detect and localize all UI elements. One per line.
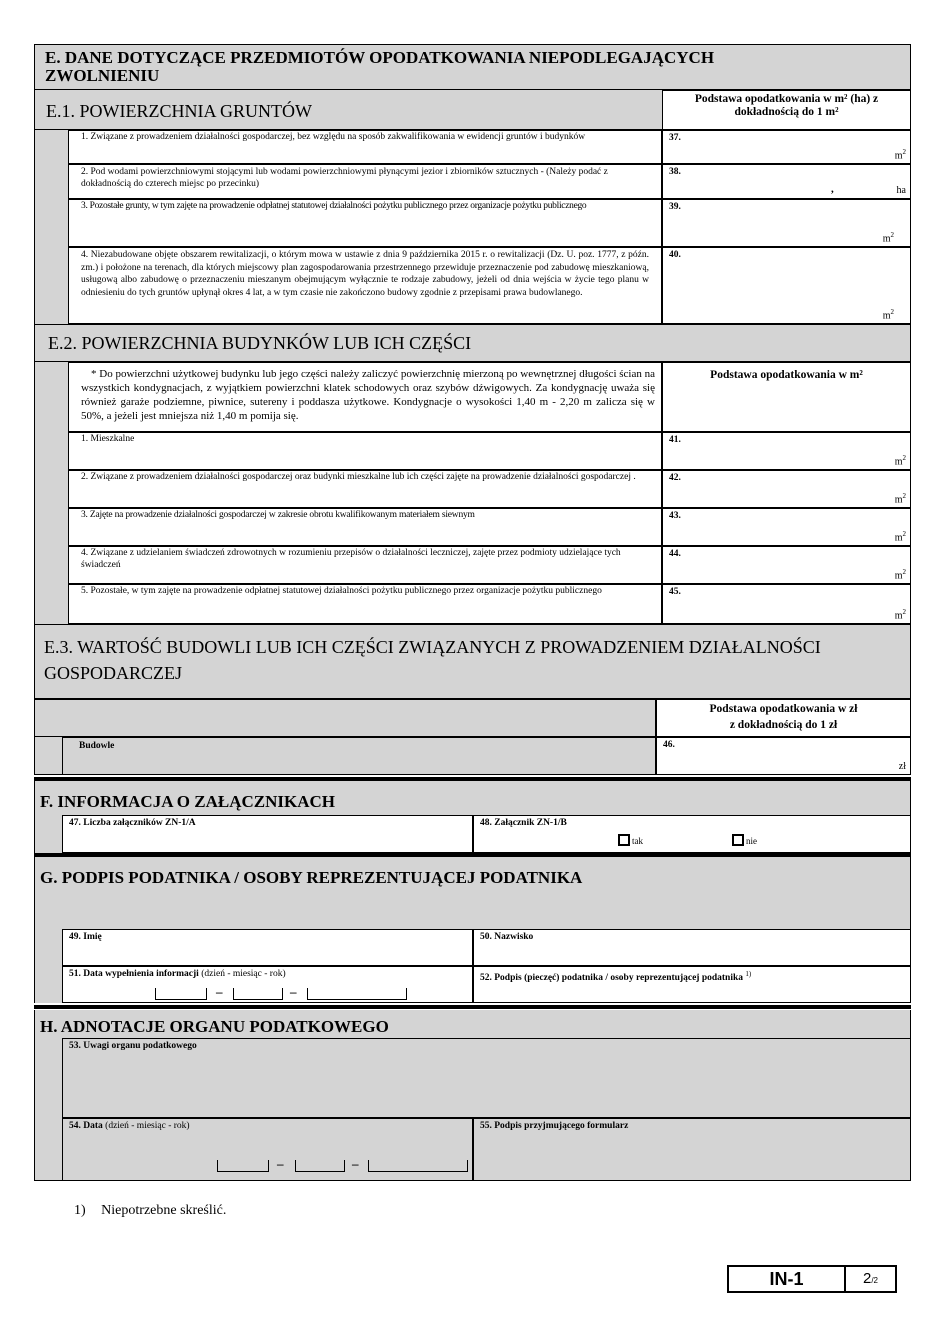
page-number <box>846 1270 895 1287</box>
date-51-day[interactable] <box>155 988 207 1000</box>
page-current: 2 <box>862 1270 872 1287</box>
e3-title: E.3. WARTOŚĆ BUDOWLI LUB ICH CZĘŚCI ZWIĄZANYCH Z PROWADZENIEM DZIAŁALNOŚCI GOSPODARCZEJ <box>44 637 821 683</box>
date-54-month[interactable] <box>295 1160 345 1172</box>
field-49[interactable] <box>62 929 473 966</box>
field-50[interactable] <box>473 929 911 966</box>
field-41-unit: $m^2$ <box>894 453 906 467</box>
date-51-year[interactable] <box>307 988 407 1000</box>
field-40[interactable] <box>662 247 911 324</box>
checkbox-nie-label: nie <box>746 836 757 846</box>
field-44[interactable] <box>662 546 911 584</box>
e2-column-header: Podstawa opodatkowania w m² <box>662 362 911 432</box>
date-54-sep-2: – <box>352 1156 359 1171</box>
field-47[interactable] <box>62 815 473 853</box>
divider-g-h <box>34 1005 911 1009</box>
e1-row-2 <box>68 164 662 199</box>
field-54-label-bold: 54. Data <box>69 1121 103 1131</box>
field-46[interactable] <box>656 737 911 775</box>
e2-row-5-text: 5. Pozostałe, w tym zajęte na prowadzenie odpłatnej statutowej działalności pożytku publicznego przez organizacje pożytku publicznego <box>81 586 602 596</box>
field-52-label <box>480 969 751 984</box>
field-55-label: 55. Podpis przyjmującego formularz <box>480 1121 629 1131</box>
e2-note: * Do powierzchni użytkowej budynku lub jego części należy zaliczyć powierzchnię mierzoną po wewnętrznej długości ścian na wszystkich kondygnacjach, z wyjątkiem powierzchni klatek schodowych oraz szybów dźwigowych. Za kondygnację uważa się również garaże podziemne, piwnice, sutereny i poddasza użytkowe. Kondygnacje o wysokości 1,40 m - 2,20 m zalicza się w 50%, a jeżeli jest mniejsza niż 1,40 m pomija się. <box>81 368 655 422</box>
e3-column-header-line-2: z dokładnością do 1 zł <box>729 719 838 731</box>
field-51[interactable] <box>62 966 473 1003</box>
footnote <box>74 1203 226 1219</box>
section-g-title: G. PODPIS PODATNIKA / OSOBY REPREZENTUJĄCEJ PODATNIKA <box>40 868 583 887</box>
e2-indent <box>34 362 68 624</box>
section-h-title: H. ADNOTACJE ORGANU PODATKOWEGO <box>40 1017 389 1036</box>
e1-row-3 <box>68 199 662 247</box>
field-52-label-text: 52. Podpis (pieczęć) podatnika / osoby reprezentującej podatnika <box>480 973 744 984</box>
field-54-label-rest: (dzień - miesiąc - rok) <box>102 1121 190 1131</box>
e1-row-1-text: 1. Związane z prowadzeniem działalności gospodarczej, bez względu na sposób zakwalifikowania w ewidencji gruntów i budynków <box>81 132 586 142</box>
e3-column-header <box>656 699 911 737</box>
field-38[interactable] <box>662 164 911 199</box>
date-54-year[interactable] <box>368 1160 468 1172</box>
field-47-label: 47. Liczba załączników ZN-1/A <box>69 818 196 828</box>
e3-column-header-line-1: Podstawa opodatkowania w zł <box>709 703 858 715</box>
field-44-unit: $m^2$ <box>894 567 906 581</box>
field-44-number: 44. <box>669 549 681 559</box>
e3-row-label: Budowle <box>79 741 115 751</box>
date-51-sep-1: – <box>216 984 223 999</box>
footnote-marker: 1) <box>74 1203 86 1218</box>
field-43[interactable] <box>662 508 911 546</box>
date-54-day[interactable] <box>217 1160 269 1172</box>
field-37-number: 37. <box>669 133 681 143</box>
field-46-number: 46. <box>663 740 675 750</box>
field-43-number: 43. <box>669 511 681 521</box>
date-51-month[interactable] <box>233 988 283 1000</box>
field-45-number: 45. <box>669 587 681 597</box>
checkbox-tak-box[interactable] <box>618 834 630 846</box>
field-50-label: 50. Nazwisko <box>480 932 534 942</box>
checkbox-nie[interactable] <box>732 834 757 846</box>
e2-row-5 <box>68 584 662 624</box>
section-e-title: E. DANE DOTYCZĄCE PRZEDMIOTÓW OPODATKOWANIA NIEPODLEGAJĄCYCH ZWOLNIENIU <box>45 48 715 85</box>
field-38-separator: , <box>831 183 834 195</box>
field-52-footnote-ref: 1) <box>745 970 752 978</box>
checkbox-tak-label: tak <box>632 836 643 846</box>
field-45-unit: $m^2$ <box>894 607 906 621</box>
e1-indent <box>34 130 68 324</box>
e3-spacer <box>34 699 656 737</box>
field-39-unit: $m^2$ <box>882 230 894 244</box>
e2-row-1-text: 1. Mieszkalne <box>81 434 135 444</box>
section-h-indent <box>34 1038 62 1181</box>
section-g-indent <box>34 929 62 1003</box>
e2-note-box <box>68 362 662 432</box>
field-40-unit: $m^2$ <box>882 307 894 321</box>
field-48 <box>473 815 911 853</box>
field-53-label: 53. Uwagi organu podatkowego <box>69 1041 197 1051</box>
e3-indent <box>34 737 62 775</box>
field-48-label: 48. Załącznik ZN-1/B <box>480 818 567 828</box>
e1-column-header: Podstawa opodatkowania w m² (ha) z dokładnością do 1 m² <box>662 90 911 130</box>
field-51-label-rest: (dzień - miesiąc - rok) <box>198 969 286 979</box>
checkbox-nie-box[interactable] <box>732 834 744 846</box>
date-51-sep-2: – <box>290 984 297 999</box>
section-f-indent <box>34 815 62 853</box>
e1-title: E.1. POWIERZCHNIA GRUNTÓW <box>46 101 312 121</box>
e2-title: E.2. POWIERZCHNIA BUDYNKÓW LUB ICH CZĘŚCI <box>48 333 472 353</box>
field-42[interactable] <box>662 470 911 508</box>
e2-row-2-text: 2. Związane z prowadzeniem działalności gospodarczej oraz budynki mieszkalne lub ich części zajęte na prowadzenie działalności gospodarczej . <box>81 472 636 482</box>
field-51-label-bold: 51. Data wypełnienia informacji <box>69 969 199 979</box>
section-e-header <box>34 44 911 90</box>
e1-row-4-text: 4. Niezabudowane objęte obszarem rewitalizacji, o którym mowa w ustawie z dnia 9 października 2015 r. o rewitalizacji (Dz. U. poz. 1777, z późn. zm.) i położone na terenach, dla których miejscowy plan zagospodarowania przestrzennego przewiduje przeznaczenie pod zabudowę mieszkaniową, usługową albo zabudowę o przeznaczeniu mieszanym obejmującym wyłącznie te rodzaje zabudowy, jeżeli od dnia wejścia w życie tego planu w odniesieniu do tych gruntów upłynął okres 4 lat, a w tym czasie nie zakończono budowy zgodnie z przepisami prawa budowlanego. <box>81 250 649 298</box>
e1-row-3-text: 3. Pozostałe grunty, w tym zajęte na prowadzenie odpłatnej statutowej działalności pożytku publicznego przez organizacje pożytku publicznego <box>81 201 587 211</box>
date-54-sep-1: – <box>277 1156 284 1171</box>
field-38-unit: ha <box>896 185 906 196</box>
field-40-number: 40. <box>669 250 681 260</box>
field-39[interactable] <box>662 199 911 247</box>
e2-row-3 <box>68 508 662 546</box>
field-38-number: 38. <box>669 167 681 177</box>
field-39-number: 39. <box>669 202 681 212</box>
e2-row-1 <box>68 432 662 470</box>
e2-row-2 <box>68 470 662 508</box>
field-42-unit: $m^2$ <box>894 491 906 505</box>
e2-row-4 <box>68 546 662 584</box>
field-41[interactable] <box>662 432 911 470</box>
e2-row-3-text: 3. Zajęte na prowadzenie działalności gospodarczej w zakresie obrotu kwalifikowanym materiałem siewnym <box>81 510 475 520</box>
e2-row-4-text: 4. Związane z udzielaniem świadczeń zdrowotnych w rozumieniu przepisów o działalności leczniczej, zajęte przez podmioty udzielające tych świadczeń <box>81 548 621 570</box>
field-49-label: 49. Imię <box>69 932 102 942</box>
footnote-text: Niepotrzebne skreślić. <box>101 1203 227 1218</box>
e3-row-budowle <box>62 737 656 775</box>
form-id-box <box>727 1265 897 1293</box>
e1-row-4 <box>68 247 662 324</box>
field-37-unit: $m^2$ <box>894 147 906 161</box>
field-41-number: 41. <box>669 435 681 445</box>
field-51-label <box>69 969 286 981</box>
field-37[interactable] <box>662 130 911 164</box>
field-54[interactable] <box>62 1118 473 1181</box>
field-43-unit: $m^2$ <box>894 529 906 543</box>
field-46-unit: zł <box>898 761 906 772</box>
section-f-title: F. INFORMACJA O ZAŁĄCZNIKACH <box>40 792 336 811</box>
e1-row-1 <box>68 130 662 164</box>
checkbox-tak[interactable] <box>618 834 643 846</box>
form-code: IN-1 <box>769 1269 804 1289</box>
field-52[interactable] <box>473 966 911 1003</box>
field-42-number: 42. <box>669 473 681 483</box>
field-54-label <box>69 1121 190 1133</box>
field-55[interactable] <box>473 1118 911 1181</box>
e1-row-2-text: 2. Pod wodami powierzchniowymi stojącymi lub wodami powierzchniowymi płynącymi jezior i zbiorników sztucznych - (Należy podać z dokładnością do czterech miejsc po przecinku) <box>81 167 608 189</box>
page-total: /2 <box>871 1276 878 1285</box>
field-45[interactable] <box>662 584 911 624</box>
field-53[interactable] <box>62 1038 911 1118</box>
